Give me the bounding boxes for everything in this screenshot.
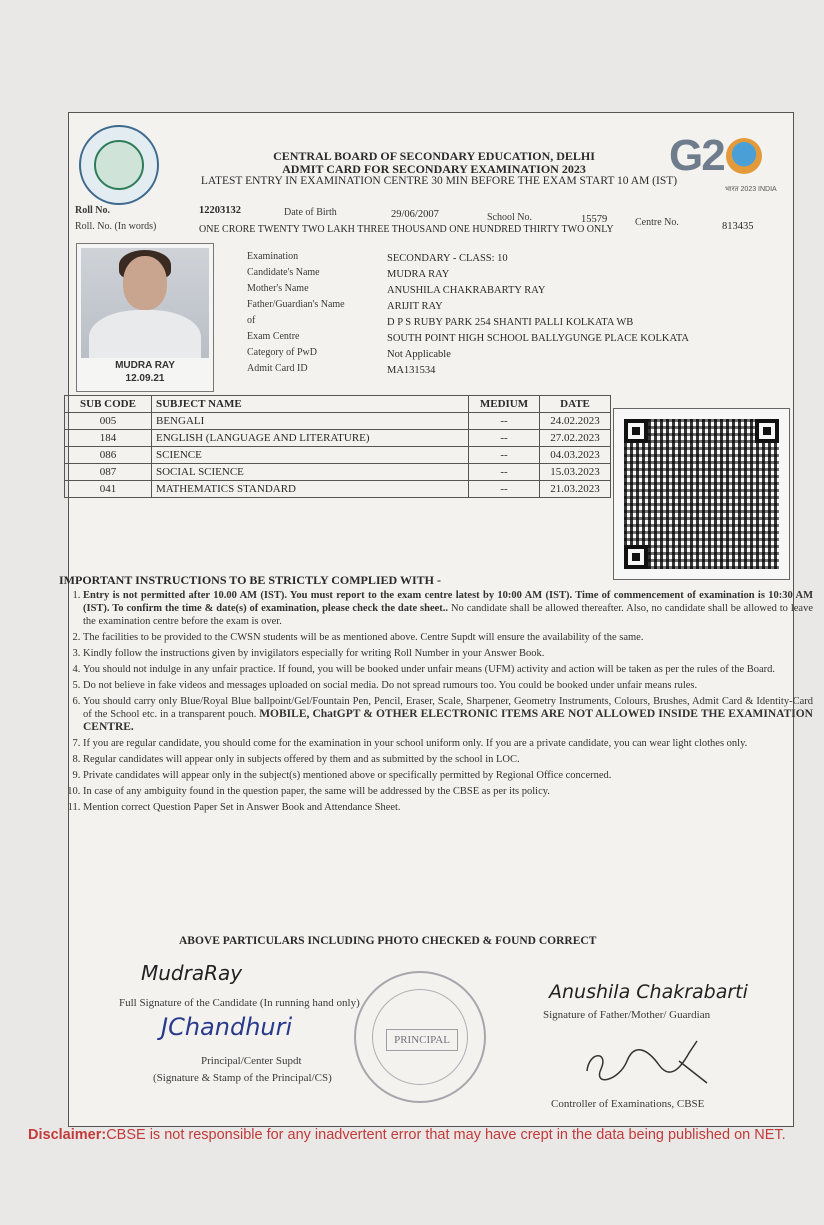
candidate-signature-label: Full Signature of the Candidate (In running hand only) — [119, 997, 360, 1009]
dob-label: Date of Birth — [284, 207, 337, 218]
list-item: 2. The facilities to be provided to the CWSN students will be as mentioned above. Centre Supdt will ensure the availability of the same. — [83, 631, 813, 644]
qr-code — [613, 408, 790, 580]
table-row — [65, 464, 611, 481]
subject-name: BENGALI — [152, 413, 469, 430]
col-sub-code: SUB CODE — [65, 396, 152, 413]
g20-logo: G2 — [669, 131, 762, 181]
principal-signature: JChandhuri — [161, 1013, 293, 1041]
disclaimer: Disclaimer:CBSE is not responsible for any inadvertent error that may have crept in the data being published on NET. — [28, 1127, 786, 1143]
roll-no: 12203132 — [199, 205, 241, 216]
subject-name: MATHEMATICS STANDARD — [152, 481, 469, 498]
school-no: 15579 — [581, 214, 608, 225]
detail-value: SECONDARY - CLASS: 10 — [387, 253, 508, 264]
principal-label: Principal/Center Supdt — [201, 1055, 302, 1067]
sub-code: 086 — [65, 447, 152, 464]
subject-name: SCIENCE — [152, 447, 469, 464]
cbse-logo — [79, 125, 159, 205]
principal-stamp-label: (Signature & Stamp of the Principal/CS) — [153, 1072, 332, 1084]
exam-date: 04.03.2023 — [540, 447, 611, 464]
detail-label: Admit Card ID — [247, 363, 308, 374]
exam-date: 27.02.2023 — [540, 430, 611, 447]
centre-no-label: Centre No. — [635, 217, 679, 228]
col-date: DATE — [540, 396, 611, 413]
subject-name: SOCIAL SCIENCE — [152, 464, 469, 481]
detail-label: Father/Guardian's Name — [247, 299, 345, 310]
col-subject-name: SUBJECT NAME — [152, 396, 469, 413]
candidate-photo — [76, 243, 214, 392]
candidate-signature: MudraRay — [141, 961, 243, 985]
subjects-table — [64, 395, 611, 498]
list-item: 4. You should not indulge in any unfair practice. If found, you will be booked under unfair means (UFM) activity and action will be taken as per the rules of the Board. — [83, 663, 813, 676]
board-title: CENTRAL BOARD OF SECONDARY EDUCATION, DELHI — [273, 149, 595, 163]
list-item: 1. Entry is not permitted after 10.00 AM (IST). You must report to the exam centre latest by 10:00 AM (IST). Time of commencement of examination is 10:30 AM (IST). To confirm the time & date(s) of examination, please check the date sheet.. No candidate shall be allowed thereafter. Also, no candidate shall be allowed to leave the examination centre before the exam is over. — [83, 589, 813, 628]
list-item: 10. In case of any ambiguity found in the question paper, the same will be addressed by the CBSE as per its policy. — [83, 785, 813, 798]
subject-name: ENGLISH (LANGUAGE AND LITERATURE) — [152, 430, 469, 447]
detail-label: Category of PwD — [247, 347, 317, 358]
detail-label: Mother's Name — [247, 283, 309, 294]
verification-note: ABOVE PARTICULARS INCLUDING PHOTO CHECKED & FOUND CORRECT — [179, 935, 597, 947]
list-item: 9. Private candidates will appear only in the subject(s) mentioned above or specifically permitted by Regional Office concerned. — [83, 769, 813, 782]
detail-label: Candidate's Name — [247, 267, 320, 278]
detail-label: Examination — [247, 251, 299, 262]
sub-code: 087 — [65, 464, 152, 481]
detail-value: D P S RUBY PARK 254 SHANTI PALLI KOLKATA WB — [387, 317, 634, 328]
list-item: 3. Kindly follow the instructions given by invigilators especially for writing Roll Number in your Answer Book. — [83, 647, 813, 660]
roll-words: ONE CRORE TWENTY TWO LAKH THREE THOUSAND ONE HUNDRED THIRTY TWO ONLY — [199, 224, 614, 235]
roll-no-label: Roll No. — [75, 205, 110, 216]
exam-date: 21.03.2023 — [540, 481, 611, 498]
detail-value: ANUSHILA CHAKRABARTY RAY — [387, 285, 546, 296]
table-row — [65, 447, 611, 464]
controller-signature — [579, 1031, 719, 1091]
list-item: 5. Do not believe in fake videos and messages uploaded on social media. Do not spread rumours too. You could be booked under unfair means rules. — [83, 679, 813, 692]
list-item: 11. Mention correct Question Paper Set in Answer Book and Attendance Sheet. — [83, 801, 813, 814]
photo-date: 12.09.21 — [125, 373, 165, 384]
detail-value: MUDRA RAY — [387, 269, 450, 280]
detail-value: Not Applicable — [387, 349, 451, 360]
medium: -- — [469, 430, 540, 447]
col-medium: MEDIUM — [469, 396, 540, 413]
school-stamp: PRINCIPAL — [354, 971, 486, 1103]
detail-value: SOUTH POINT HIGH SCHOOL BALLYGUNGE PLACE KOLKATA — [387, 333, 690, 344]
list-item: 7. If you are regular candidate, you should come for the examination in your school uniform only. If you are a private candidate, you can wear light clothes only. — [83, 737, 813, 750]
medium: -- — [469, 413, 540, 430]
g20-lotus-icon — [726, 138, 762, 174]
medium: -- — [469, 481, 540, 498]
photo-name: MUDRA RAY — [115, 360, 175, 371]
entry-notice: LATEST ENTRY IN EXAMINATION CENTRE 30 MIN BEFORE THE EXAM START 10 AM (IST) — [200, 175, 678, 187]
parent-signature-label: Signature of Father/Mother/ Guardian — [543, 1009, 711, 1021]
admit-card — [59, 112, 813, 1127]
table-row — [65, 413, 611, 430]
instructions-list — [61, 589, 813, 817]
medium: -- — [469, 447, 540, 464]
table-row — [65, 430, 611, 447]
sub-code: 005 — [65, 413, 152, 430]
school-no-label: School No. — [487, 212, 532, 223]
exam-date: 24.02.2023 — [540, 413, 611, 430]
list-item: 8. Regular candidates will appear only in subjects offered by them and as submitted by the school in LOC. — [83, 753, 813, 766]
detail-label: Exam Centre — [247, 331, 300, 342]
instructions-title: IMPORTANT INSTRUCTIONS TO BE STRICTLY COMPLIED WITH - — [59, 573, 442, 587]
sub-code: 184 — [65, 430, 152, 447]
medium: -- — [469, 464, 540, 481]
parent-signature: Anushila Chakrabarti — [549, 981, 748, 1003]
detail-value: ARIJIT RAY — [387, 301, 443, 312]
dob: 29/06/2007 — [391, 209, 439, 220]
list-item: 6. You should carry only Blue/Royal Blue ballpoint/Gel/Fountain Pen, Pencil, Eraser, Scale, Sharpener, Geometry Instruments, Colours, Brushes, Admit Card & Identity-Card of the School etc. in a transparent pouch. MOBILE, ChatGPT & OTHER ELECTRONIC ITEMS ARE NOT ALLOWED INSIDE THE EXAMINATION CENTRE. — [83, 695, 813, 734]
card-title: ADMIT CARD FOR SECONDARY EXAMINATION 2023 — [282, 162, 586, 176]
detail-label: of — [247, 315, 256, 326]
exam-date: 15.03.2023 — [540, 464, 611, 481]
sub-code: 041 — [65, 481, 152, 498]
roll-words-label: Roll. No. (In words) — [75, 221, 157, 232]
centre-no: 813435 — [722, 221, 754, 232]
table-row — [65, 481, 611, 498]
controller-label: Controller of Examinations, CBSE — [551, 1098, 705, 1110]
detail-value: MA131534 — [387, 365, 436, 376]
g20-subtitle: भारत 2023 INDIA — [725, 186, 777, 193]
